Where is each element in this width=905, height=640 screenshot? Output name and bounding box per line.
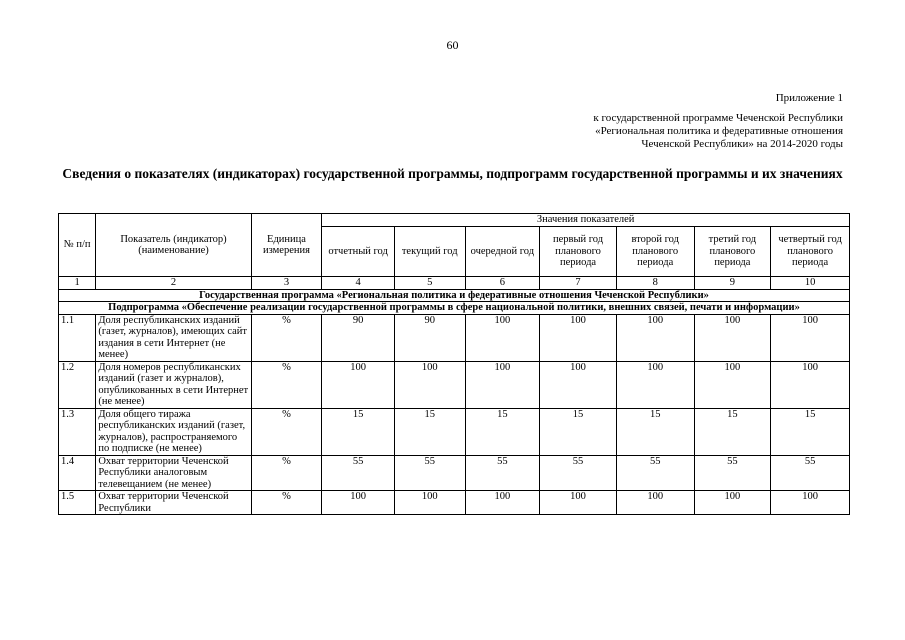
column-number: 1 xyxy=(59,277,96,290)
column-number: 10 xyxy=(771,277,850,290)
row-value: 15 xyxy=(540,408,617,455)
subprogram-row xyxy=(59,302,850,315)
row-value: 100 xyxy=(771,361,850,408)
row-value: 100 xyxy=(540,361,617,408)
row-unit: % xyxy=(251,361,322,408)
row-num: 1.2 xyxy=(59,361,96,408)
column-number: 7 xyxy=(540,277,617,290)
row-value: 100 xyxy=(540,491,617,515)
column-number: 3 xyxy=(251,277,322,290)
header-row xyxy=(59,214,850,227)
table-row xyxy=(59,491,850,515)
header-period: первый год планового периода xyxy=(540,227,617,277)
row-value: 100 xyxy=(771,491,850,515)
table-row xyxy=(59,455,850,491)
row-indicator: Доля номеров республиканских изданий (газет и журналов), опубликованных в сети Интернет (не менее) xyxy=(96,361,251,408)
row-unit: % xyxy=(251,455,322,491)
row-value: 55 xyxy=(771,455,850,491)
row-indicator: Охват территории Чеченской Республики аналоговым телевещанием (не менее) xyxy=(96,455,251,491)
row-value: 15 xyxy=(694,408,771,455)
column-number: 5 xyxy=(394,277,465,290)
row-value: 55 xyxy=(394,455,465,491)
row-value: 15 xyxy=(771,408,850,455)
row-value: 15 xyxy=(322,408,395,455)
row-unit: % xyxy=(251,491,322,515)
row-value: 15 xyxy=(465,408,540,455)
program-row xyxy=(59,289,850,302)
row-indicator: Доля республиканских изданий (газет, журналов), имеющих сайт издания в сети Интернет (не менее) xyxy=(96,314,251,361)
row-num: 1.5 xyxy=(59,491,96,515)
appendix-title: Приложение 1 xyxy=(775,92,843,104)
column-number: 4 xyxy=(322,277,395,290)
header-period: очередной год xyxy=(465,227,540,277)
row-num: 1.1 xyxy=(59,314,96,361)
row-value: 100 xyxy=(465,361,540,408)
row-value: 15 xyxy=(616,408,694,455)
row-value: 90 xyxy=(322,314,395,361)
table-row xyxy=(59,361,850,408)
row-value: 55 xyxy=(694,455,771,491)
row-value: 100 xyxy=(694,491,771,515)
row-num: 1.4 xyxy=(59,455,96,491)
row-value: 55 xyxy=(322,455,395,491)
subprogram-title: Подпрограмма «Обеспечение реализации государственной программы в сфере национальной политики, внешних связей, печати и информации» xyxy=(59,302,850,315)
row-value: 15 xyxy=(394,408,465,455)
row-value: 55 xyxy=(616,455,694,491)
appendix-line: к государственной программе Чеченской Республики xyxy=(593,112,843,124)
row-value: 100 xyxy=(465,314,540,361)
table-row xyxy=(59,314,850,361)
column-number: 9 xyxy=(694,277,771,290)
row-indicator: Охват территории Чеченской Республики xyxy=(96,491,251,515)
column-number: 2 xyxy=(96,277,251,290)
row-unit: % xyxy=(251,408,322,455)
appendix-line: «Региональная политика и федеративные отношения xyxy=(595,125,843,137)
program-title: Государственная программа «Региональная политика и федеративные отношения Чеченской Республики» xyxy=(59,289,850,302)
header-period: четвертый год планового периода xyxy=(771,227,850,277)
row-value: 90 xyxy=(394,314,465,361)
row-value: 100 xyxy=(616,314,694,361)
document-title: Сведения о показателях (индикаторах) государственной программы, подпрограмм государственной программы и их значениях xyxy=(62,166,843,181)
page-number: 60 xyxy=(446,38,459,52)
row-value: 55 xyxy=(540,455,617,491)
column-number: 6 xyxy=(465,277,540,290)
header-period: отчетный год xyxy=(322,227,395,277)
row-value: 100 xyxy=(322,361,395,408)
row-value: 100 xyxy=(616,361,694,408)
row-value: 100 xyxy=(540,314,617,361)
indicators-table xyxy=(58,213,850,515)
column-number: 8 xyxy=(616,277,694,290)
row-value: 100 xyxy=(322,491,395,515)
row-unit: % xyxy=(251,314,322,361)
row-value: 100 xyxy=(694,361,771,408)
header-period: третий год планового периода xyxy=(694,227,771,277)
row-value: 100 xyxy=(394,361,465,408)
row-num: 1.3 xyxy=(59,408,96,455)
row-indicator: Доля общего тиража республиканских изданий (газет, журналов), распространяемого по подписке (не менее) xyxy=(96,408,251,455)
header-num: № п/п xyxy=(59,214,96,277)
header-values-group: Значения показателей xyxy=(322,214,850,227)
appendix-subtitle xyxy=(593,112,843,151)
row-value: 100 xyxy=(771,314,850,361)
row-value: 100 xyxy=(465,491,540,515)
header-period: второй год планового периода xyxy=(616,227,694,277)
header-unit: Единица измерения xyxy=(251,214,322,277)
row-value: 55 xyxy=(465,455,540,491)
column-numbers-row xyxy=(59,277,850,290)
header-indicator: Показатель (индикатор) (наименование) xyxy=(96,214,251,277)
row-value: 100 xyxy=(616,491,694,515)
appendix-line: Чеченской Республики» на 2014-2020 годы xyxy=(641,138,843,150)
row-value: 100 xyxy=(394,491,465,515)
header-period: текущий год xyxy=(394,227,465,277)
row-value: 100 xyxy=(694,314,771,361)
table-row xyxy=(59,408,850,455)
